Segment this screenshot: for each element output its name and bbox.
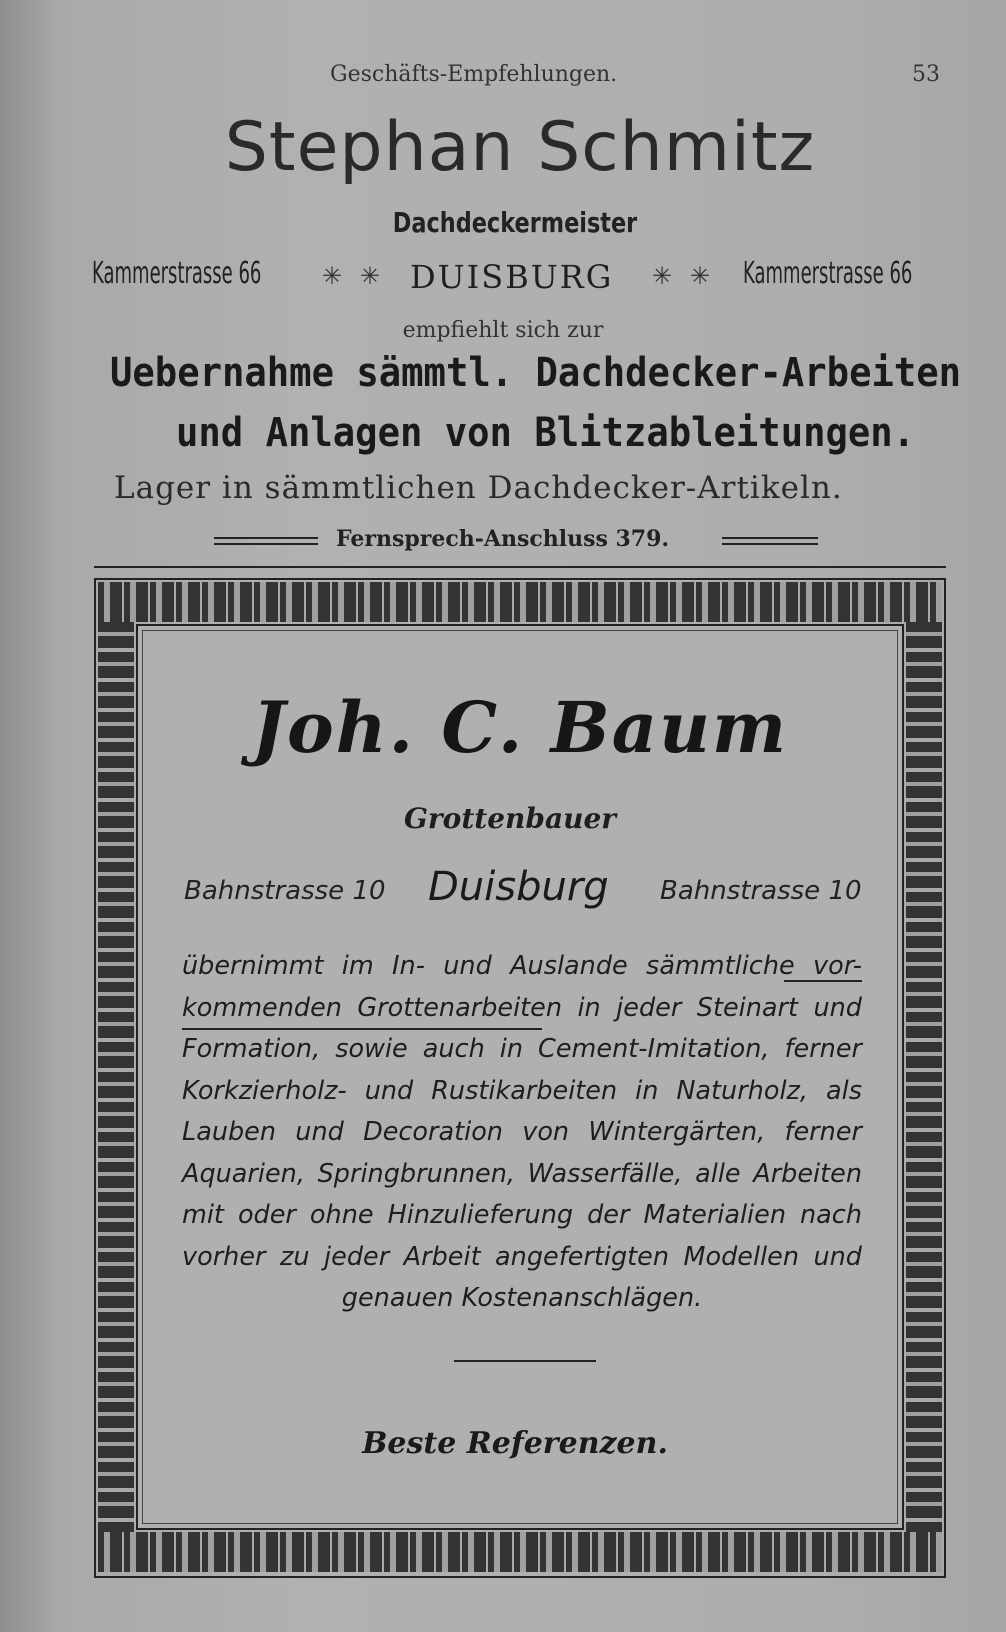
ad2-address-right: Bahnstrasse 10 xyxy=(660,876,862,906)
ad1-headline-2: und Anlagen von Blitzableitungen. xyxy=(176,410,916,456)
ad1-stock-line: Lager in sämmtlichen Dachdecker-Artikeln. xyxy=(114,470,843,506)
short-divider xyxy=(454,1360,596,1362)
body-line: Aquarien, Springbrunnen, Wasserfälle, alle Arbeiten xyxy=(182,1158,862,1189)
clover-border-bottom-icon xyxy=(98,1532,942,1572)
ad1-company-name: Stephan Schmitz xyxy=(224,108,816,187)
underline-rule xyxy=(182,1028,542,1030)
star-ornament-icon: ✳ xyxy=(360,262,381,290)
ad1-city: DUISBURG xyxy=(410,258,614,296)
page-number: 53 xyxy=(912,62,940,87)
section-divider xyxy=(94,566,946,568)
ad2-city: Duisburg xyxy=(428,864,609,910)
underline-rule xyxy=(784,980,862,982)
star-ornament-icon: ✳ xyxy=(690,262,711,290)
ad1-address-right: Kammerstrasse 66 xyxy=(743,256,913,291)
ad1-address-left: Kammerstrasse 66 xyxy=(92,256,262,291)
ad1-headline-1: Uebernahme sämmtl. Dachdecker-Arbeiten xyxy=(110,350,962,396)
double-rule-left xyxy=(214,537,318,545)
ad1-phone: Fernsprech-Anschluss 379. xyxy=(336,526,670,552)
ad1-trade: Dachdeckermeister xyxy=(392,206,638,239)
ad2-body-text xyxy=(182,946,862,1320)
star-ornament-icon: ✳ xyxy=(652,262,673,290)
body-line: genauen Kostenanschlägen. xyxy=(341,1283,703,1313)
body-line: kommenden Grottenarbeiten in jeder Steinart und xyxy=(182,992,862,1023)
ad2-references: Beste Referenzen. xyxy=(362,1426,668,1461)
star-ornament-icon: ✳ xyxy=(322,262,343,290)
body-line: Formation, sowie auch in Cement-Imitation, ferner xyxy=(182,1034,862,1064)
running-title: Geschäfts-Empfehlungen. xyxy=(330,62,618,87)
ad1-intro: empfiehlt sich zur xyxy=(402,318,604,343)
body-line: übernimmt im In- und Auslande sämmtliche vor- xyxy=(182,951,862,981)
clover-border-top-icon xyxy=(98,582,942,622)
body-line: Lauben und Decoration von Wintergärten, ferner xyxy=(182,1117,862,1147)
body-line: mit oder ohne Hinzulieferung der Materialien nach xyxy=(182,1200,862,1230)
double-rule-right xyxy=(722,537,818,545)
body-line: vorher zu jeder Arbeit angefertigten Modellen und xyxy=(182,1241,862,1272)
body-line: Korkzierholz- und Rustikarbeiten in Naturholz, als xyxy=(182,1075,862,1106)
ad2-company-name: Joh. C. Baum xyxy=(251,686,789,769)
ad2-trade: Grottenbauer xyxy=(403,802,617,835)
ad2-address-left: Bahnstrasse 10 xyxy=(184,876,386,906)
